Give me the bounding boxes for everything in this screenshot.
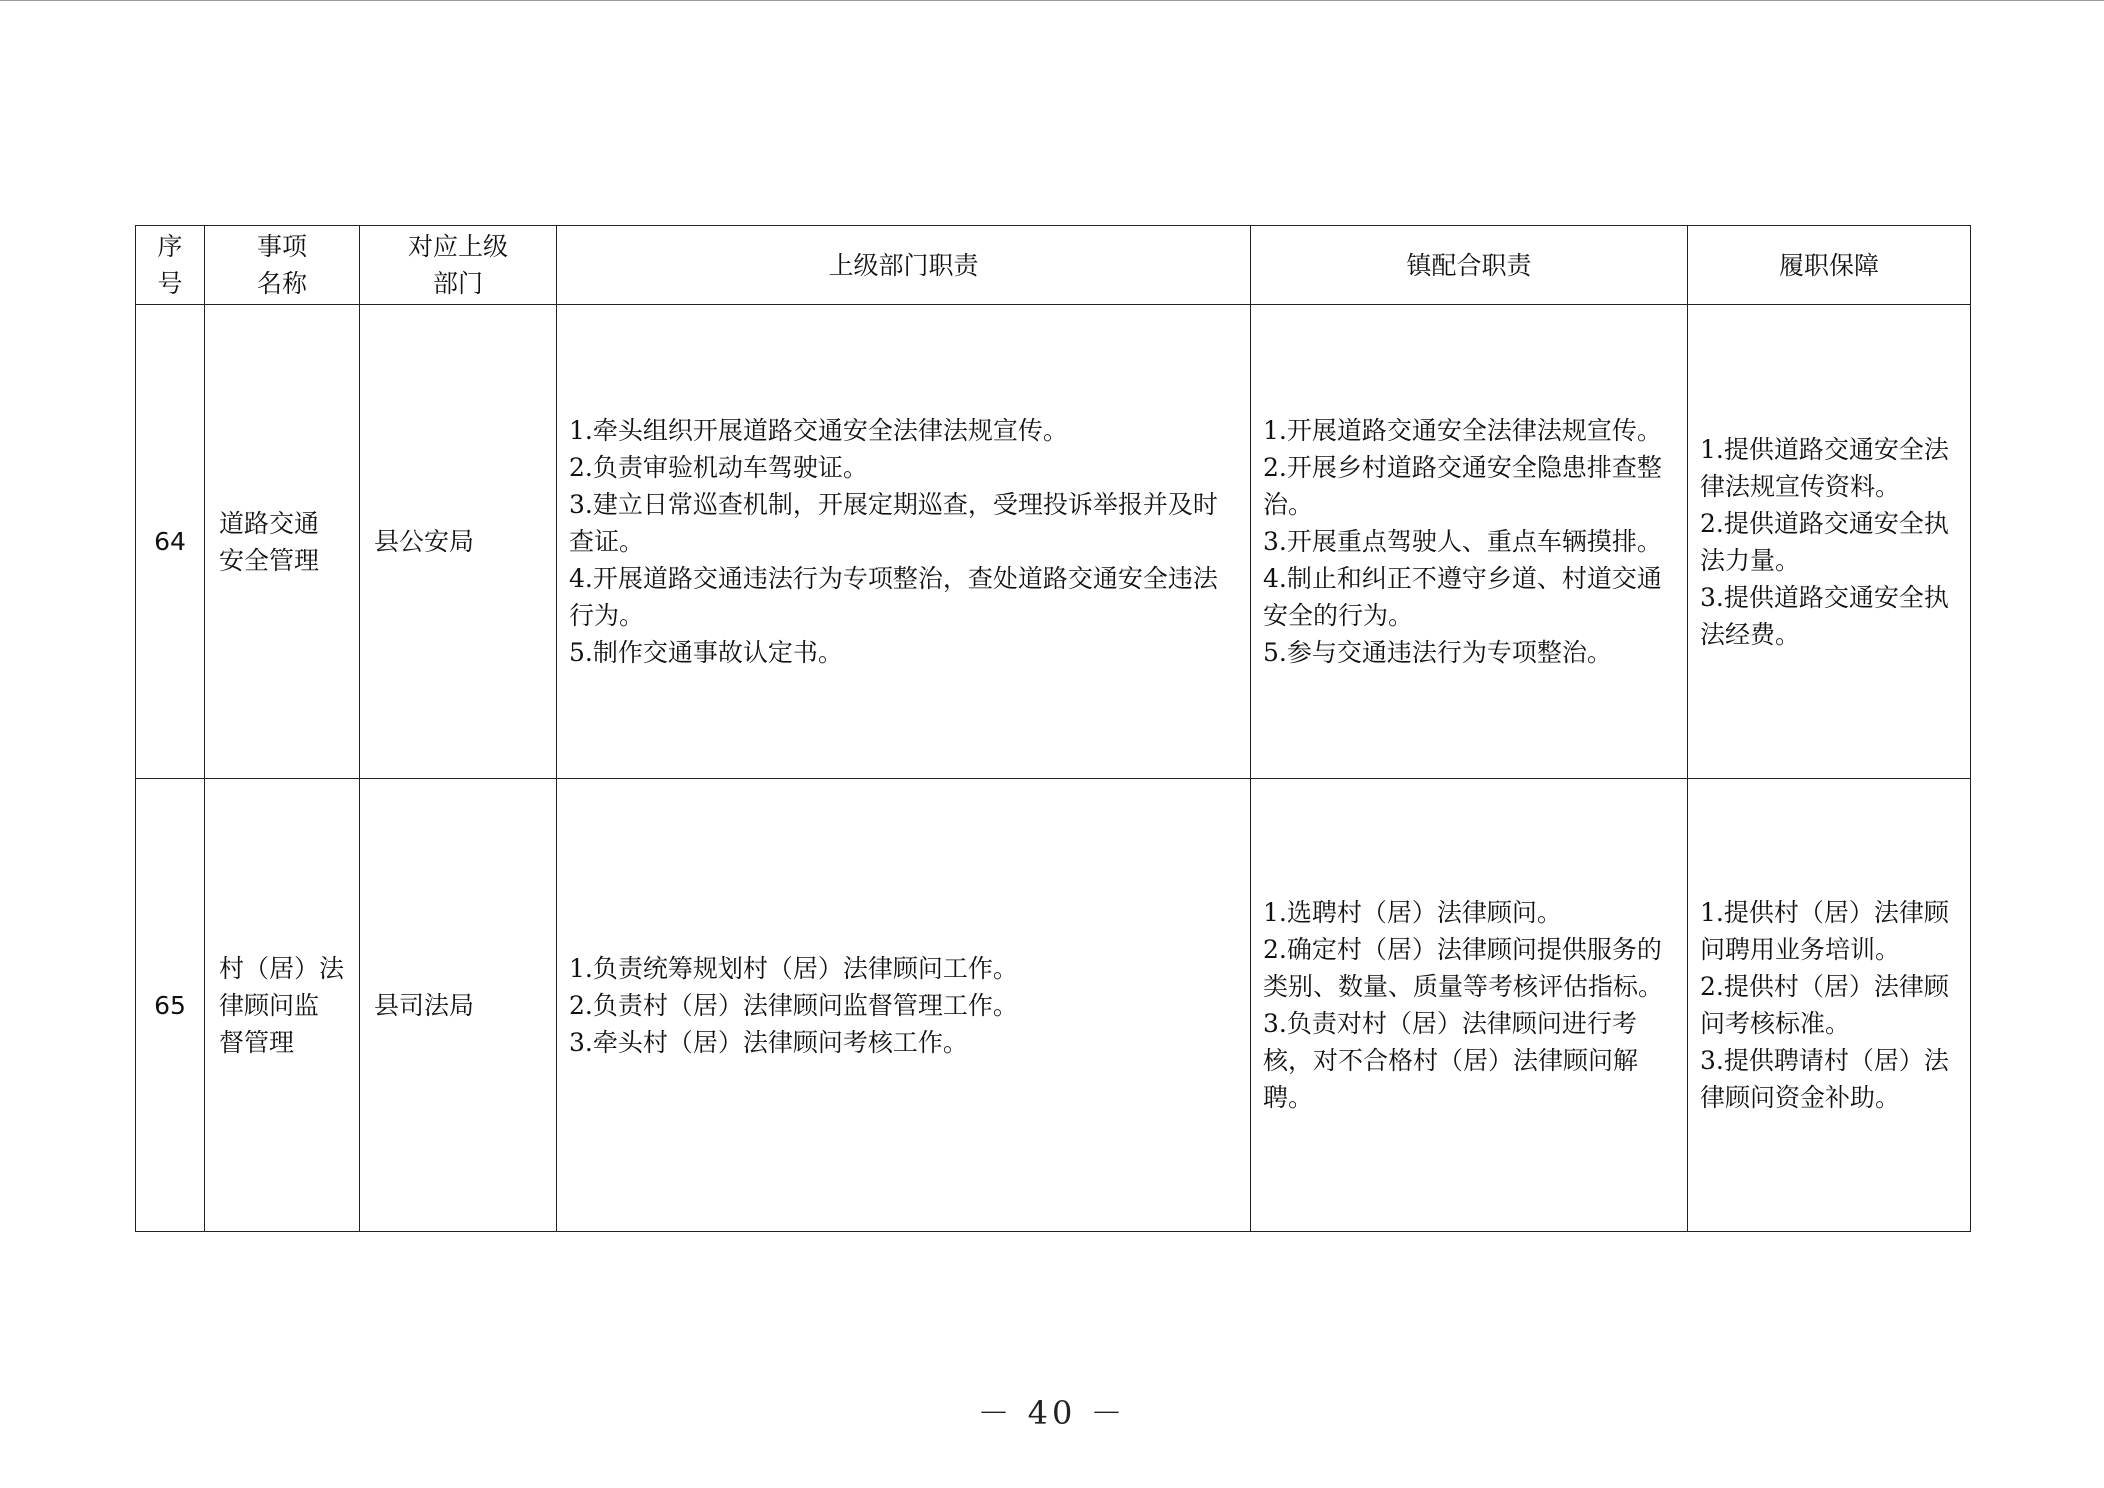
header-no: 序 号 — [136, 226, 205, 305]
duty-guarantee: 1.提供村（居）法律顾问聘用业务培训。 2.提供村（居）法律顾问考核标准。 3.提供聘请村（居）法律顾问资金补助。 — [1688, 779, 1971, 1232]
table-row — [136, 305, 1971, 779]
row-number: 64 — [136, 305, 205, 779]
top-border-line — [0, 0, 2104, 1]
item-name: 道路交通 安全管理 — [205, 305, 360, 779]
town-duties: 1.开展道路交通安全法律法规宣传。 2.开展乡村道路交通安全隐患排查整治。 3.开展重点驾驶人、重点车辆摸排。 4.制止和纠正不遵守乡道、村道交通安全的行为。 5.参与交通违法行为专项整治。 — [1251, 305, 1688, 779]
header-name: 事项 名称 — [205, 226, 360, 305]
item-name: 村（居）法 律顾问监 督管理 — [205, 779, 360, 1232]
header-town-duties: 镇配合职责 — [1251, 226, 1688, 305]
header-guarantee: 履职保障 — [1688, 226, 1971, 305]
town-duties: 1.选聘村（居）法律顾问。 2.确定村（居）法律顾问提供服务的类别、数量、质量等考核评估指标。 3.负责对村（居）法律顾问进行考核，对不合格村（居）法律顾问解聘。 — [1251, 779, 1688, 1232]
upper-department: 县司法局 — [360, 779, 557, 1232]
page-number: － 40 － — [977, 1394, 1127, 1432]
upper-duties: 1.负责统筹规划村（居）法律顾问工作。 2.负责村（居）法律顾问监督管理工作。 3.牵头村（居）法律顾问考核工作。 — [557, 779, 1251, 1232]
duty-table — [135, 225, 1971, 1232]
upper-department: 县公安局 — [360, 305, 557, 779]
upper-duties: 1.牵头组织开展道路交通安全法律法规宣传。 2.负责审验机动车驾驶证。 3.建立日常巡查机制，开展定期巡查，受理投诉举报并及时查证。 4.开展道路交通违法行为专项整治，查处道路交通安全违法行为。 5.制作交通事故认定书。 — [557, 305, 1251, 779]
header-upper-duties: 上级部门职责 — [557, 226, 1251, 305]
duty-guarantee: 1.提供道路交通安全法律法规宣传资料。 2.提供道路交通安全执法力量。 3.提供道路交通安全执法经费。 — [1688, 305, 1971, 779]
table-header-row — [136, 226, 1971, 305]
table-row — [136, 779, 1971, 1232]
header-dept: 对应上级 部门 — [360, 226, 557, 305]
row-number: 65 — [136, 779, 205, 1232]
